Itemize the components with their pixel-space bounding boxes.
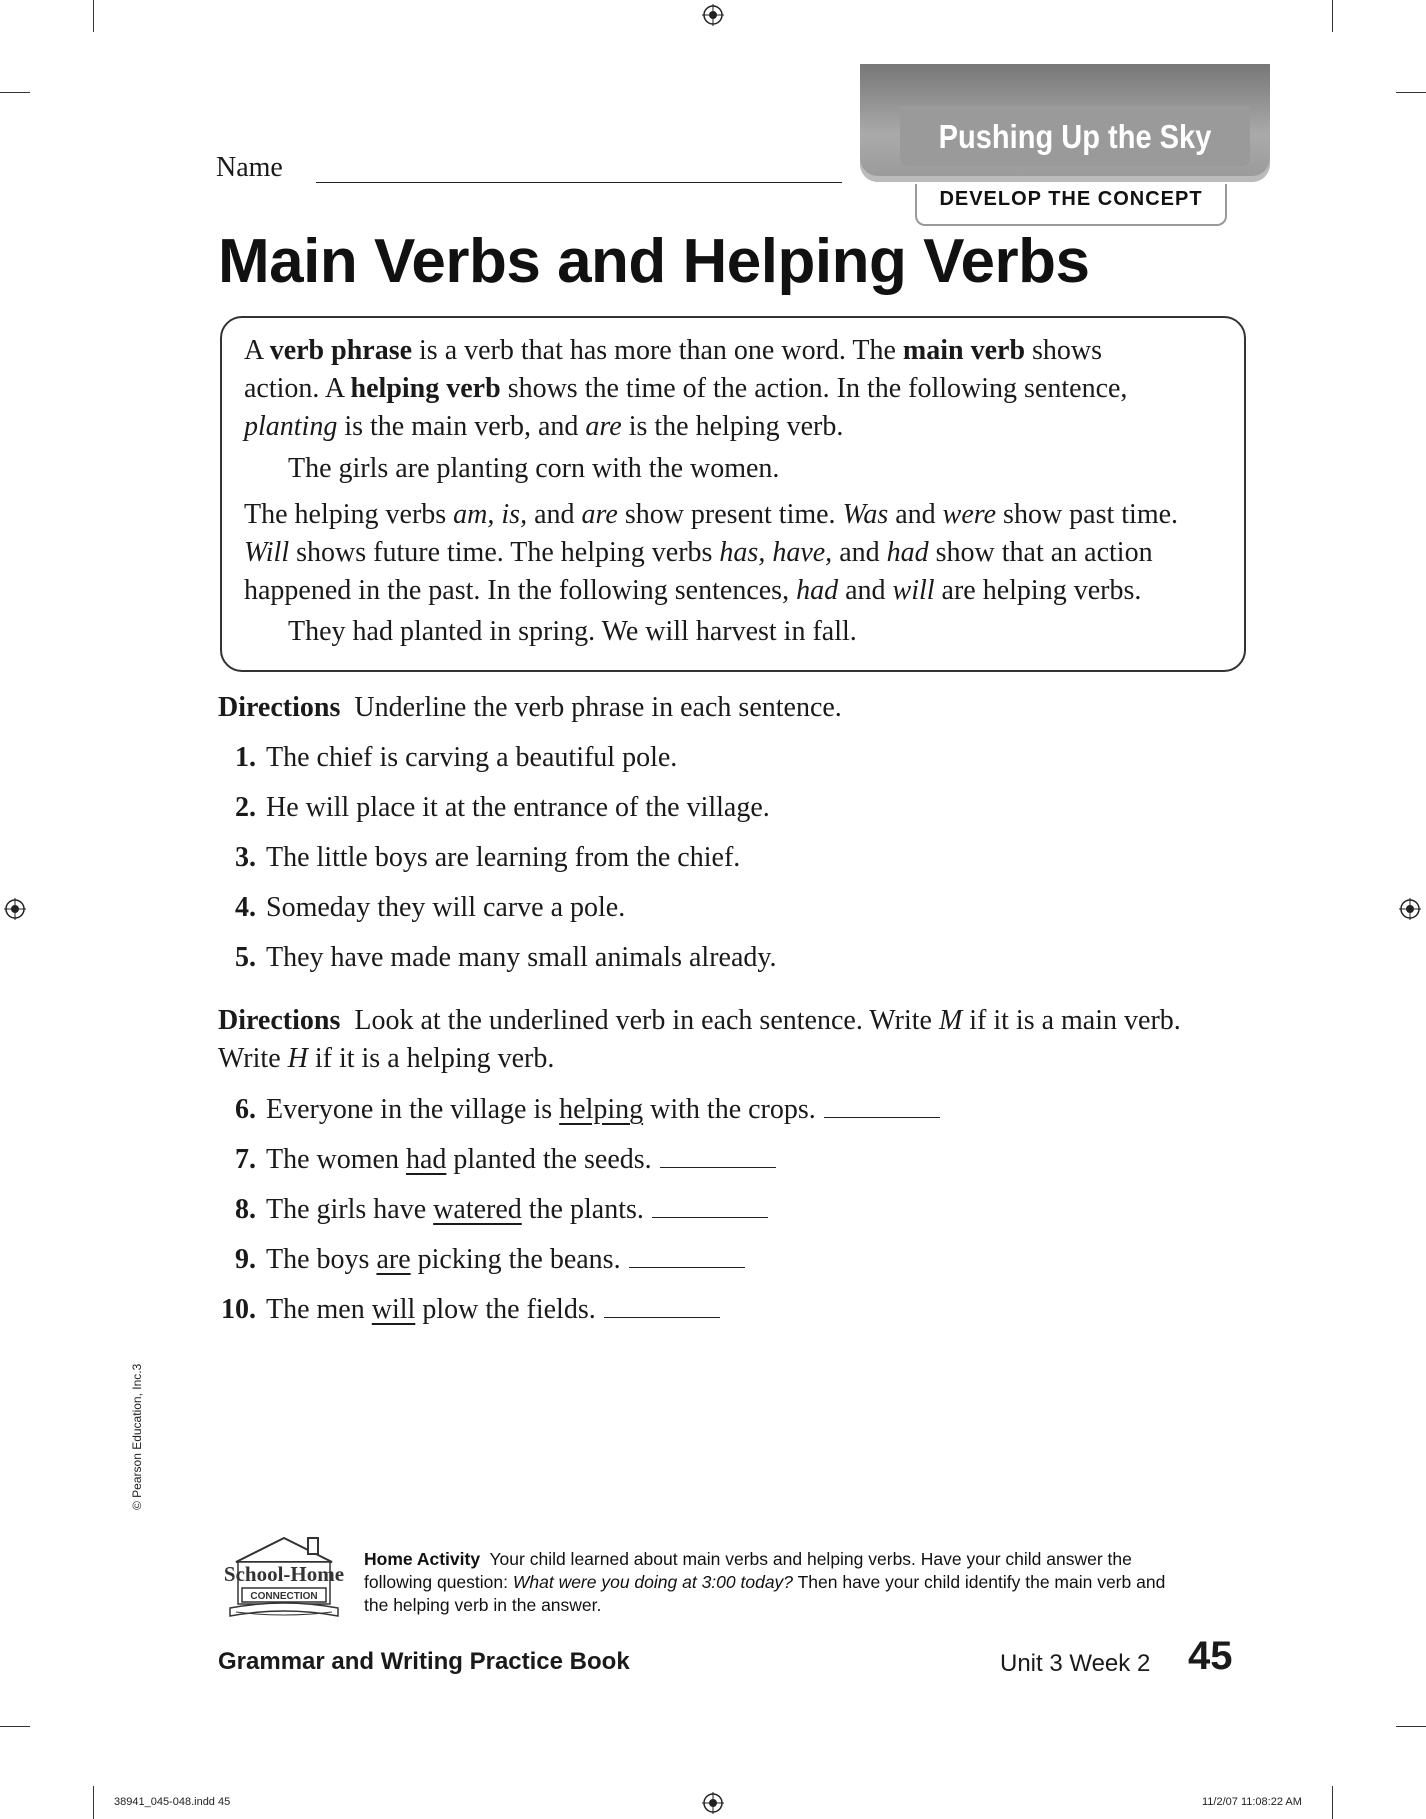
list-item: 5. They have made many small animals already.	[235, 942, 777, 973]
underlined-verb: helping	[559, 1094, 644, 1125]
name-field-line[interactable]	[316, 182, 842, 183]
list-item: 2. He will place it at the entrance of the village.	[235, 792, 770, 823]
school-home-logo-icon	[216, 1532, 352, 1624]
directions-1: Directions Underline the verb phrase in each sentence.	[218, 692, 842, 723]
registration-mark-icon	[702, 1792, 724, 1814]
story-tab	[860, 64, 1270, 182]
crop-mark	[1396, 92, 1426, 93]
directions-2: Directions Look at the underlined verb in each sentence. Write M if it is a main verb.	[218, 1005, 1181, 1036]
rule-line: A verb phrase is a verb that has more than one word. The main verb shows	[244, 335, 1103, 366]
date-slug: 11/2/07 11:08:22 AM	[1202, 1796, 1302, 1808]
develop-concept-tag	[915, 184, 1227, 226]
crop-mark	[1396, 1726, 1426, 1727]
story-title: Pushing Up the Sky	[938, 118, 1212, 155]
home-activity: Home Activity Your child learned about main verbs and helping verbs. Have your child answer the following question: What were you doing at 3:00 today? Then have your child identify the main verb and the helping verb in the answer.	[364, 1549, 1166, 1615]
answer-blank[interactable]	[629, 1266, 745, 1268]
rule-line: happened in the past. In the following sentences, had and will are helping verbs.	[244, 575, 1142, 606]
rule-example: The girls are planting corn with the women.	[288, 453, 780, 484]
book-title: Grammar and Writing Practice Book	[218, 1648, 630, 1675]
crop-mark	[0, 92, 30, 93]
answer-blank[interactable]	[824, 1116, 940, 1118]
list-item: 8. The girls have watered the plants.	[220, 1194, 768, 1226]
underlined-verb: are	[376, 1244, 411, 1275]
unit-week: Unit 3 Week 2	[1000, 1650, 1151, 1677]
crop-mark	[93, 1786, 94, 1819]
crop-mark	[1332, 0, 1333, 32]
list-item: 10. The men will plow the fields.	[220, 1294, 720, 1326]
answer-blank[interactable]	[652, 1216, 768, 1218]
name-label: Name	[216, 152, 283, 183]
list-item: 1. The chief is carving a beautiful pole.	[235, 742, 678, 773]
list-item: 4. Someday they will carve a pole.	[235, 892, 626, 923]
rule-example: They had planted in spring. We will harvest in fall.	[288, 616, 857, 647]
page-title: Main Verbs and Helping Verbs	[218, 227, 1090, 296]
file-slug: 38941_045-048.indd 45	[114, 1796, 231, 1808]
logo-text-school-home: School-Home	[223, 1562, 345, 1586]
crop-mark	[0, 1726, 30, 1727]
crop-mark	[1332, 1786, 1333, 1819]
copyright: © Pearson Education, Inc.3	[130, 1363, 144, 1510]
list-item: 7. The women had planted the seeds.	[220, 1144, 776, 1176]
list-item: 6. Everyone in the village is helping with the crops.	[220, 1094, 940, 1126]
rule-line: The helping verbs am, is, and are show present time. Was and were show past time.	[244, 499, 1179, 530]
crop-mark	[93, 0, 94, 32]
underlined-verb: watered	[433, 1194, 522, 1225]
directions-2-line: Write H if it is a helping verb.	[218, 1043, 555, 1074]
underlined-verb: will	[371, 1294, 416, 1325]
list-item: 9. The boys are picking the beans.	[220, 1244, 745, 1276]
logo-text-connection: CONNECTION	[250, 1591, 318, 1602]
rule-line: action. A helping verb shows the time of the action. In the following sentence,	[244, 373, 1128, 404]
registration-mark-icon	[4, 898, 26, 920]
rule-line: planting is the main verb, and are is the helping verb.	[244, 411, 844, 442]
page-number: 45	[1188, 1634, 1233, 1678]
list-item: 3. The little boys are learning from the chief.	[235, 842, 741, 873]
registration-mark-icon	[702, 4, 724, 26]
underlined-verb: had	[405, 1144, 447, 1175]
tag-label: DEVELOP THE CONCEPT	[939, 188, 1203, 210]
answer-blank[interactable]	[604, 1316, 720, 1318]
answer-blank[interactable]	[660, 1166, 776, 1168]
registration-mark-icon	[1399, 898, 1421, 920]
rule-line: Will shows future time. The helping verbs has, have, and had show that an action	[244, 537, 1153, 568]
